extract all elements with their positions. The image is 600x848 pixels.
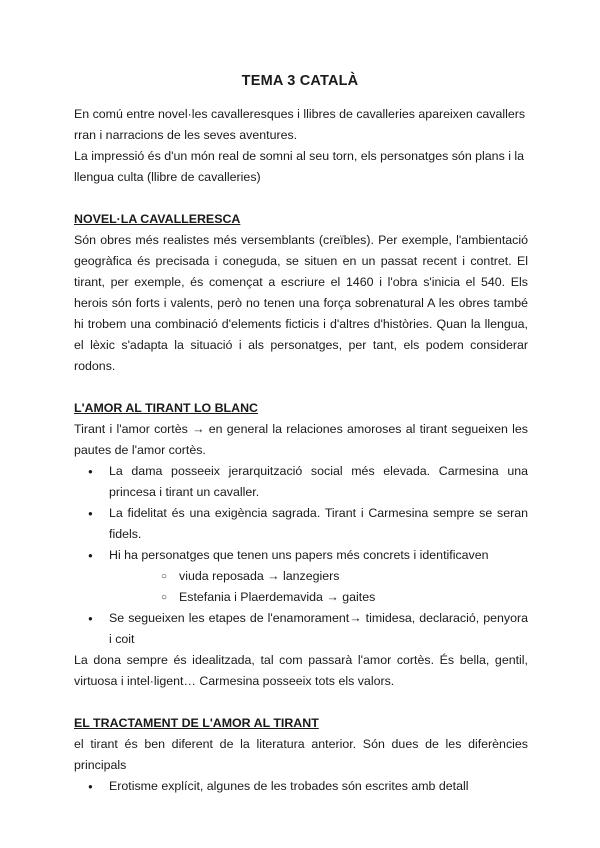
list-item [74, 608, 528, 650]
sub-bullet-list [109, 566, 528, 608]
sub-list-item: ○ viuda reposada → lanzegiers [109, 566, 528, 587]
list-item-text: La fidelitat és una exigència sagrada. Tirant i Carmesina sempre se seran fidels. [109, 506, 528, 541]
bullet-list-amor [74, 461, 528, 650]
document-title: TEMA 3 CATALÀ [241, 73, 359, 89]
section-heading-tractament: EL TRACTAMENT DE L'AMOR AL TIRANT [74, 716, 319, 730]
list-item [74, 461, 528, 503]
section-intro-tractament: el tirant és ben diferent de la literatura anterior. Són dues de les diferències principals [74, 737, 528, 772]
section-heading-novella: NOVEL·LA CAVALLERESCA [74, 212, 241, 226]
intro-paragraph-2: La impressió és d'un món real de somni al seu torn, els personatges són plans i la llengua culta (llibre de cavalleries) [74, 149, 525, 184]
bullet-list-tractament [74, 776, 528, 797]
section-closing-amor: La dona sempre és idealitzada, tal com passarà l'amor cortès. És bella, gentil, virtuosa i intel·ligent… Carmesina posseeix tots els valors. [74, 653, 528, 688]
section-heading-amor: L'AMOR AL TIRANT LO BLANC [74, 401, 258, 415]
section-intro-amor: Tirant i l'amor cortès → en general la relaciones amoroses al tirant segueixen les pautes de l'amor cortès. [74, 422, 528, 457]
intro-paragraph-1: En comú entre novel·les cavalleresques i llibres de cavalleries apareixen cavallers rran i narracions de les seves aventures. [74, 107, 526, 142]
document-body [74, 104, 528, 797]
list-item-text: La dama posseeix jerarquització social més elevada. Carmesina una princesa i tirant un cavaller. [109, 464, 528, 499]
list-item [74, 503, 528, 545]
list-item-text: Se segueixen les etapes de l'enamorament→ timidesa, declaració, penyora i coit [109, 611, 528, 646]
list-item-text: Erotisme explícit, algunes de les trobades són escrites amb detall [109, 779, 469, 793]
sub-list-item: ○ Estefania i Plaerdemavida → gaites [109, 587, 528, 608]
list-item [74, 776, 528, 797]
section-body-novella: Són obres més realistes més versemblants (creïbles). Per exemple, l'ambientació geogràfica és precisada i coneguda, se situen en un passat recent i contret. El tirant, per exemple, és començat a escriure el 1460 i l'obra s'inicia el 540. Els herois són forts i valents, però no tenen una força sobrenatural A les obres també hi trobem una combinació d'elements ficticis i d'altres d'històries. Quan la llengua, el lèxic s'adapta la situació i als personatges, per tant, els podem considerar rodons. [74, 233, 528, 373]
list-item-text: Hi ha personatges que tenen uns papers més concrets i identificaven [109, 548, 489, 562]
list-item [74, 545, 528, 608]
